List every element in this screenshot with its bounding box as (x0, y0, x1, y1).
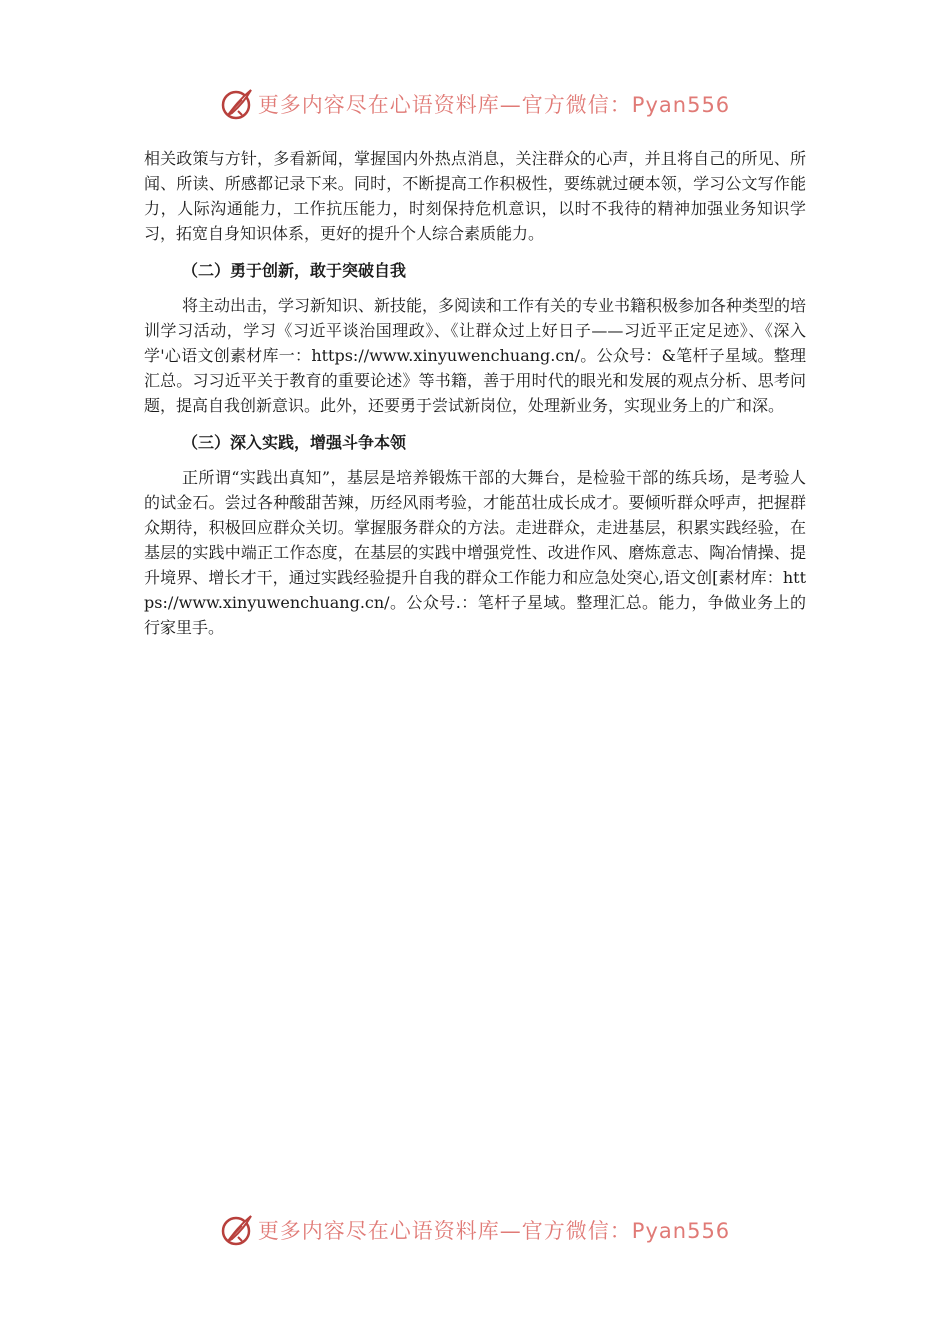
section-heading-practice: （三）深入实践，增强斗争本领 (182, 433, 407, 452)
banner-text: 更多内容尽在心语资料库—官方微信：Pyan556 (257, 93, 731, 117)
footer-banner (0, 1210, 950, 1250)
quill-pen-logo-icon (220, 87, 254, 121)
quill-pen-logo-icon (220, 1213, 254, 1247)
paragraph-innovation: 将主动出击，学习新知识、新技能，多阅读和工作有关的专业书籍积极参加各种类型的培训学习活动，学习《习近平谈治国理政》、《让群众过上好日子——习近平正定足迹》、《深入学'心语文创素材库一：https://www.xinyuwenchuang.cn/。公众号：&笔杆子星域。整理汇总。习习近平关于教育的重要论述》等书籍，善于用时代的眼光和发展的观点分析、思考问题，提高自我创新意识。此外，还要勇于尝试新岗位，处理新业务，实现业务上的广和深。 (144, 296, 807, 415)
document-body (144, 146, 806, 640)
header-banner (0, 84, 950, 124)
banner-text: 更多内容尽在心语资料库—官方微信：Pyan556 (257, 1219, 731, 1243)
paragraph-practice: 正所谓“实践出真知”，基层是培养锻炼干部的大舞台，是检验干部的练兵场，是考验人的试金石。尝过各种酸甜苦辣，历经风雨考验，才能茁壮成长成才。要倾听群众呼声，把握群众期待，积极回应群众关切。掌握服务群众的方法。走进群众，走进基层，积累实践经验，在基层的实践中端正工作态度，在基层的实践中增强党性、改进作风、磨炼意志、陶冶情操、提升境界、增长才干，通过实践经验提升自我的群众工作能力和应急处突心,语文创[素材库：https://www.xinyuwenchuang.cn/。公众号.：笔杆子星域。整理汇总。能力，争做业务上的行家里手。 (144, 468, 806, 637)
paragraph-policy: 相关政策与方针，多看新闻，掌握国内外热点消息，关注群众的心声，并且将自己的所见、所闻、所读、所感都记录下来。同时，不断提高工作积极性，要练就过硬本领，学习公文写作能力，人际沟通能力，工作抗压能力，时刻保持危机意识，以时不我待的精神加强业务知识学习，拓宽自身知识体系，更好的提升个人综合素质能力。 (144, 149, 806, 243)
section-heading-innovation: （二）勇于创新，敢于突破自我 (182, 261, 407, 280)
